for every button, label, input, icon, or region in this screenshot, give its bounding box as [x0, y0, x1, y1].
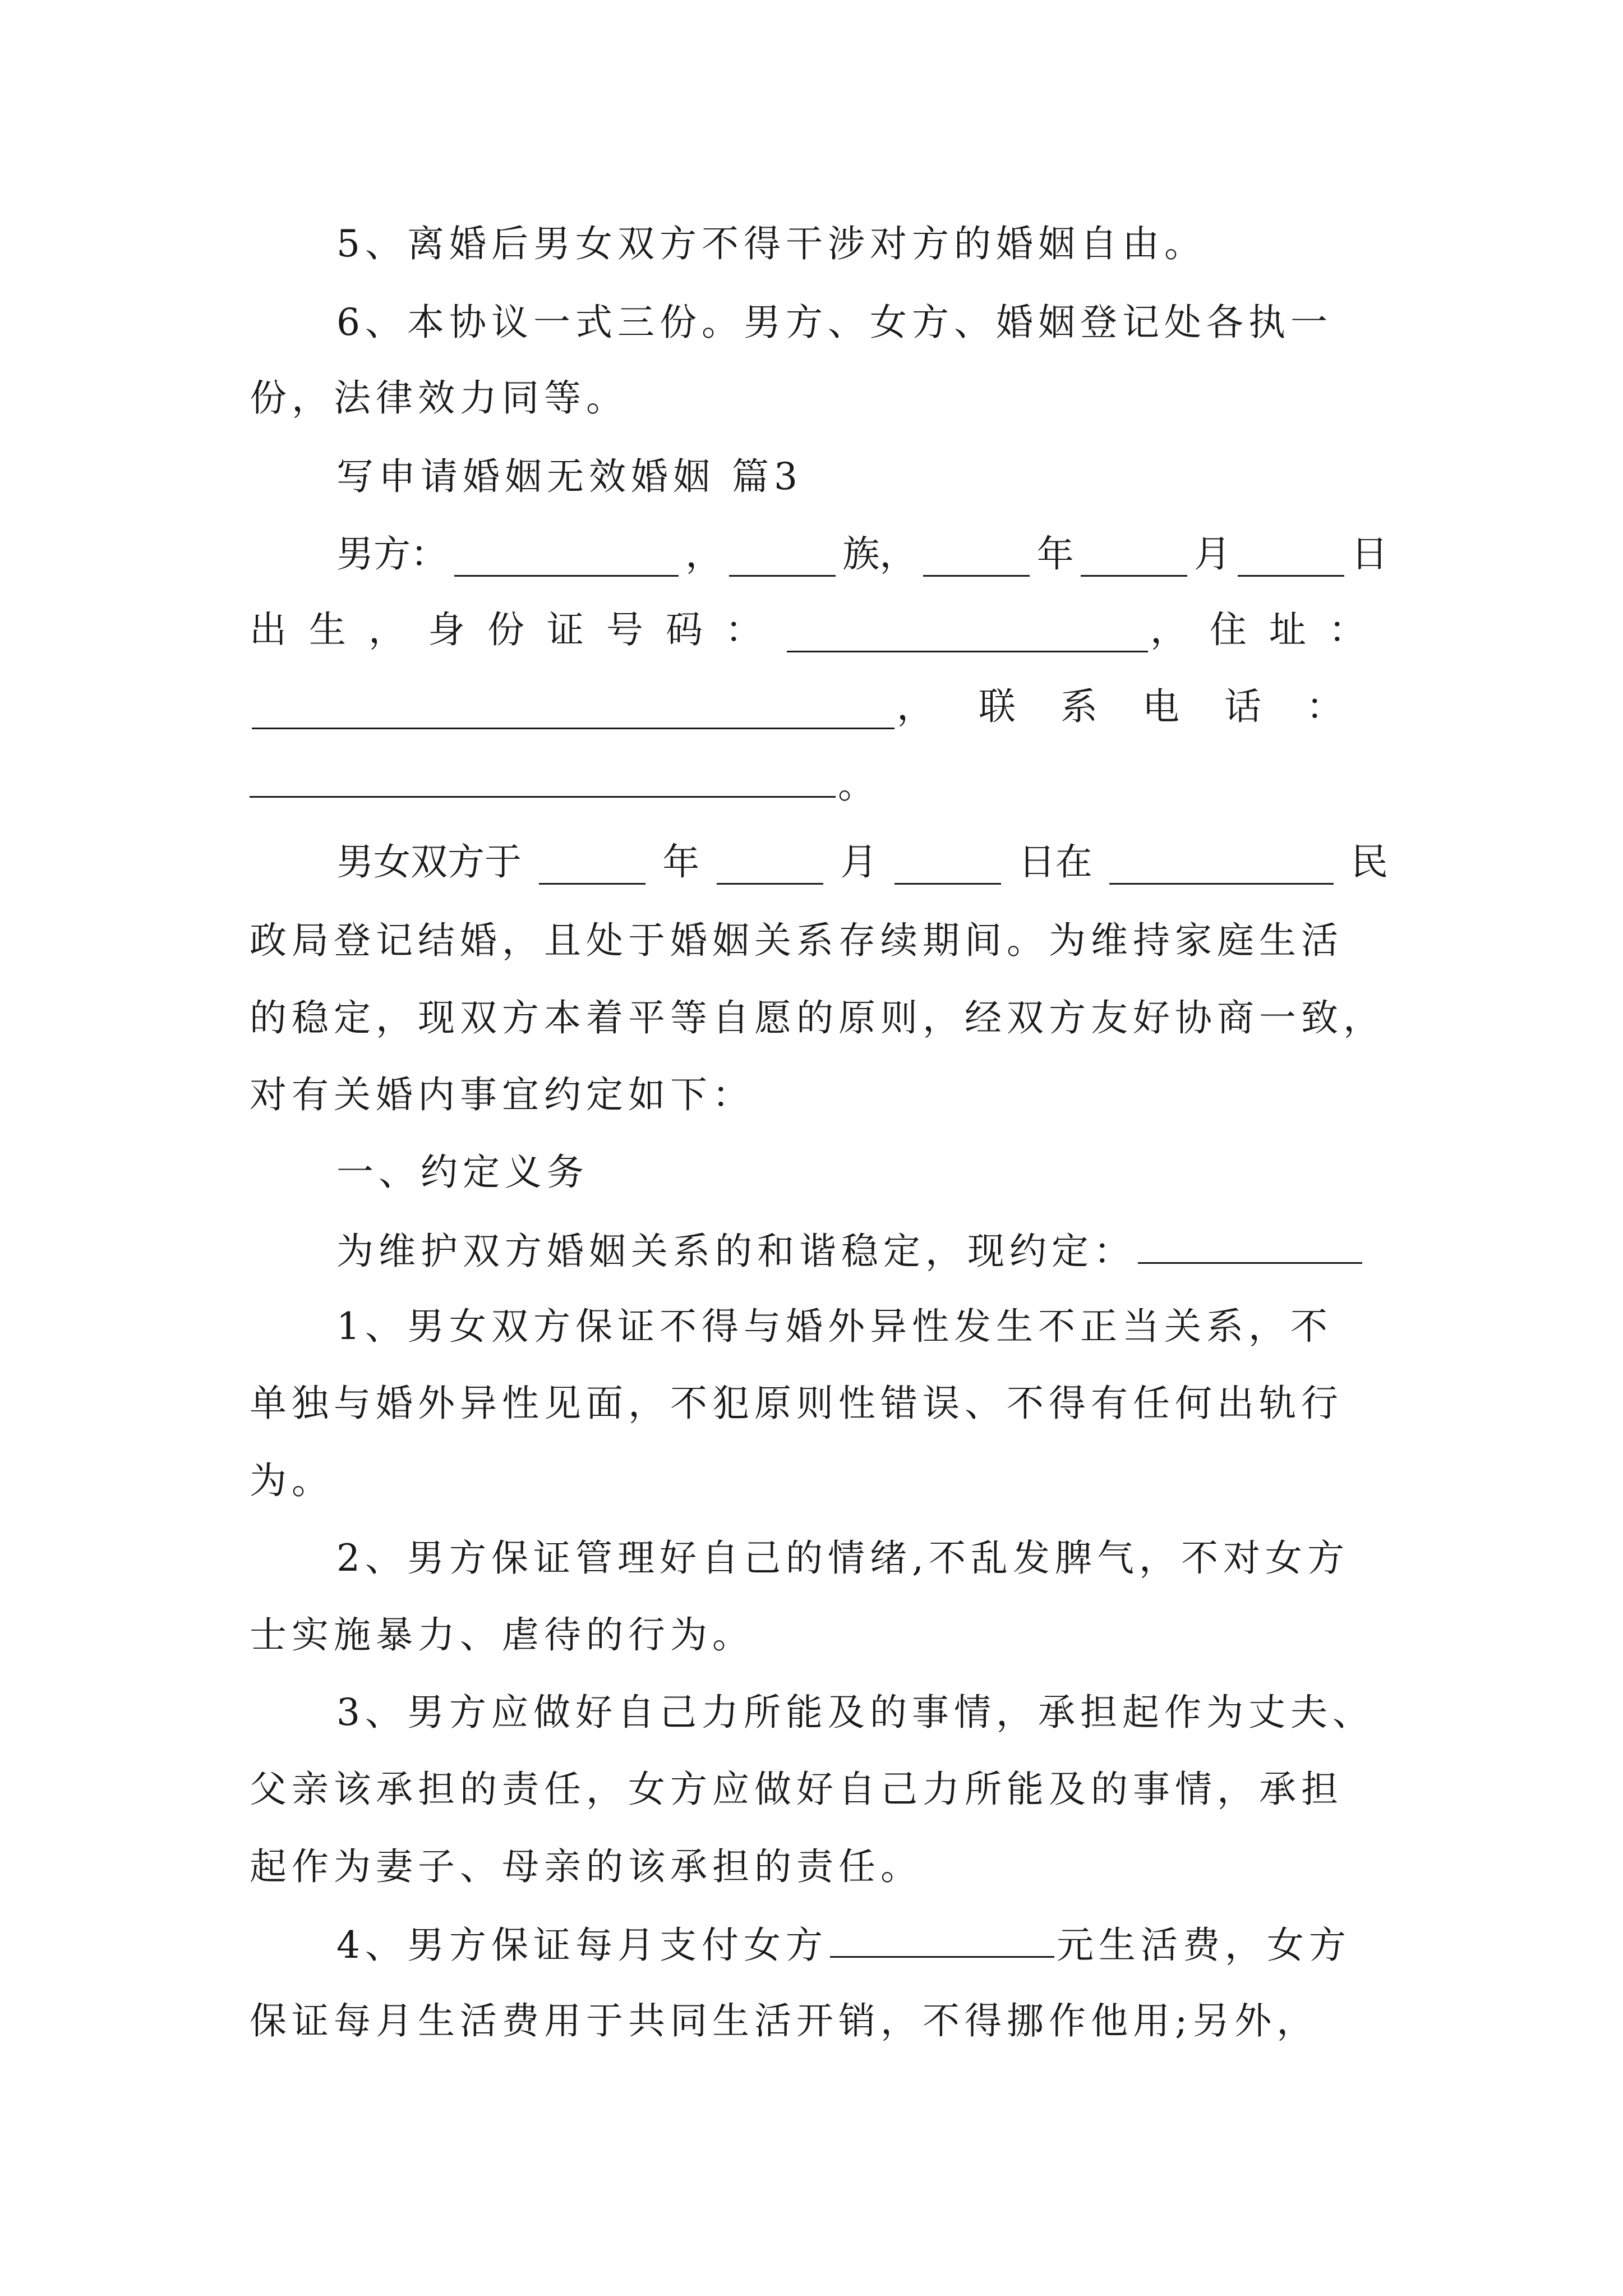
birth-id-label: 出生，身份证号码： [250, 608, 785, 651]
address-blank [252, 693, 895, 729]
agreement-blank [1138, 1227, 1362, 1264]
allowance-blank [830, 1921, 1054, 1958]
item-4-line-1 [336, 1921, 1388, 1968]
phone-label: ，联系电话： [897, 685, 1388, 728]
male-label: 男方： [336, 532, 448, 576]
marriage-day-blank [895, 848, 1001, 885]
marriage-month-label: 月 [840, 840, 878, 884]
birth-year-blank [923, 540, 1030, 577]
marriage-year-label: 年 [662, 840, 700, 884]
item-2-line-2: 士实施暴力、虐待的行为。 [250, 1613, 754, 1657]
marriage-line-1 [336, 840, 1388, 885]
item-2-line-1: 2、男方保证管理好自己的情绪,不乱发脾气，不对女方 [336, 1536, 1349, 1580]
day-label: 日 [1350, 532, 1388, 576]
period: 。 [838, 763, 880, 807]
clause-6-line-2: 份，法律效力同等。 [250, 376, 628, 420]
item-3-line-2: 父亲该承担的责任，女方应做好自己力所能及的事情，承担 [250, 1768, 1343, 1811]
marriage-line-4: 对有关婚内事宜约定如下： [250, 1073, 754, 1116]
item-1-line-2: 单独与婚外异性见面，不犯原则性错误、不得有任何出轨行 [250, 1382, 1343, 1425]
comma: ， [685, 532, 723, 576]
clause-5: 5、离婚后男女双方不得干涉对方的婚姻自由。 [336, 222, 1206, 265]
min-label: 民 [1351, 840, 1388, 884]
male-info-line-4 [250, 761, 1388, 808]
male-info-line-3 [250, 684, 1388, 729]
male-info-line-1 [336, 532, 1388, 577]
birth-month-blank [1081, 540, 1187, 577]
item-4-start: 4、男方保证每月支付女方 [336, 1924, 828, 1967]
item-1-line-1: 1、男女双方保证不得与婚外异性发生不正当关系，不 [336, 1305, 1332, 1348]
marriage-day-label: 日在 [1018, 840, 1092, 884]
civil-affairs-blank [1109, 848, 1334, 885]
phone-blank [250, 761, 836, 798]
male-info-line-2 [250, 608, 1388, 652]
section-heading: 写申请婚姻无效婚姻 篇3 [336, 455, 803, 498]
name-blank [454, 540, 679, 577]
id-number-blank [787, 616, 1148, 652]
clause-6-line-1: 6、本协议一式三份。男方、女方、婚姻登记处各执一 [336, 301, 1332, 344]
item-4-end: 元生活费，女方 [1057, 1924, 1351, 1967]
month-label: 月 [1193, 532, 1231, 576]
item-3-line-3: 起作为妻子、母亲的该承担的责任。 [250, 1845, 923, 1888]
intro-line [336, 1227, 1388, 1274]
intro-text: 为维护双方婚姻关系的和谐稳定，现约定： [336, 1230, 1136, 1273]
marriage-month-blank [717, 848, 823, 885]
marriage-line-2: 政局登记结婚，且处于婚姻关系存续期间。为维持家庭生活 [250, 919, 1343, 962]
address-label: ，住址： [1150, 608, 1388, 651]
item-3-line-1: 3、男方应做好自己力所能及的事情，承担起作为丈夫、 [336, 1691, 1375, 1734]
ethnic-label: 族， [842, 532, 917, 576]
marriage-line-3: 的稳定，现双方本着平等自愿的原则，经双方友好协商一致， [250, 996, 1385, 1039]
section-title: 一、约定义务 [336, 1151, 589, 1194]
item-1-line-3: 为。 [250, 1459, 334, 1502]
item-4-line-2: 保证每月生活费用于共同生活开销，不得挪作他用;另外， [250, 1999, 1319, 2042]
birth-day-blank [1238, 540, 1344, 577]
ethnic-blank [729, 540, 836, 577]
year-label: 年 [1036, 532, 1074, 576]
marriage-year-blank [539, 848, 645, 885]
marriage-start: 男女双方于 [336, 840, 522, 884]
